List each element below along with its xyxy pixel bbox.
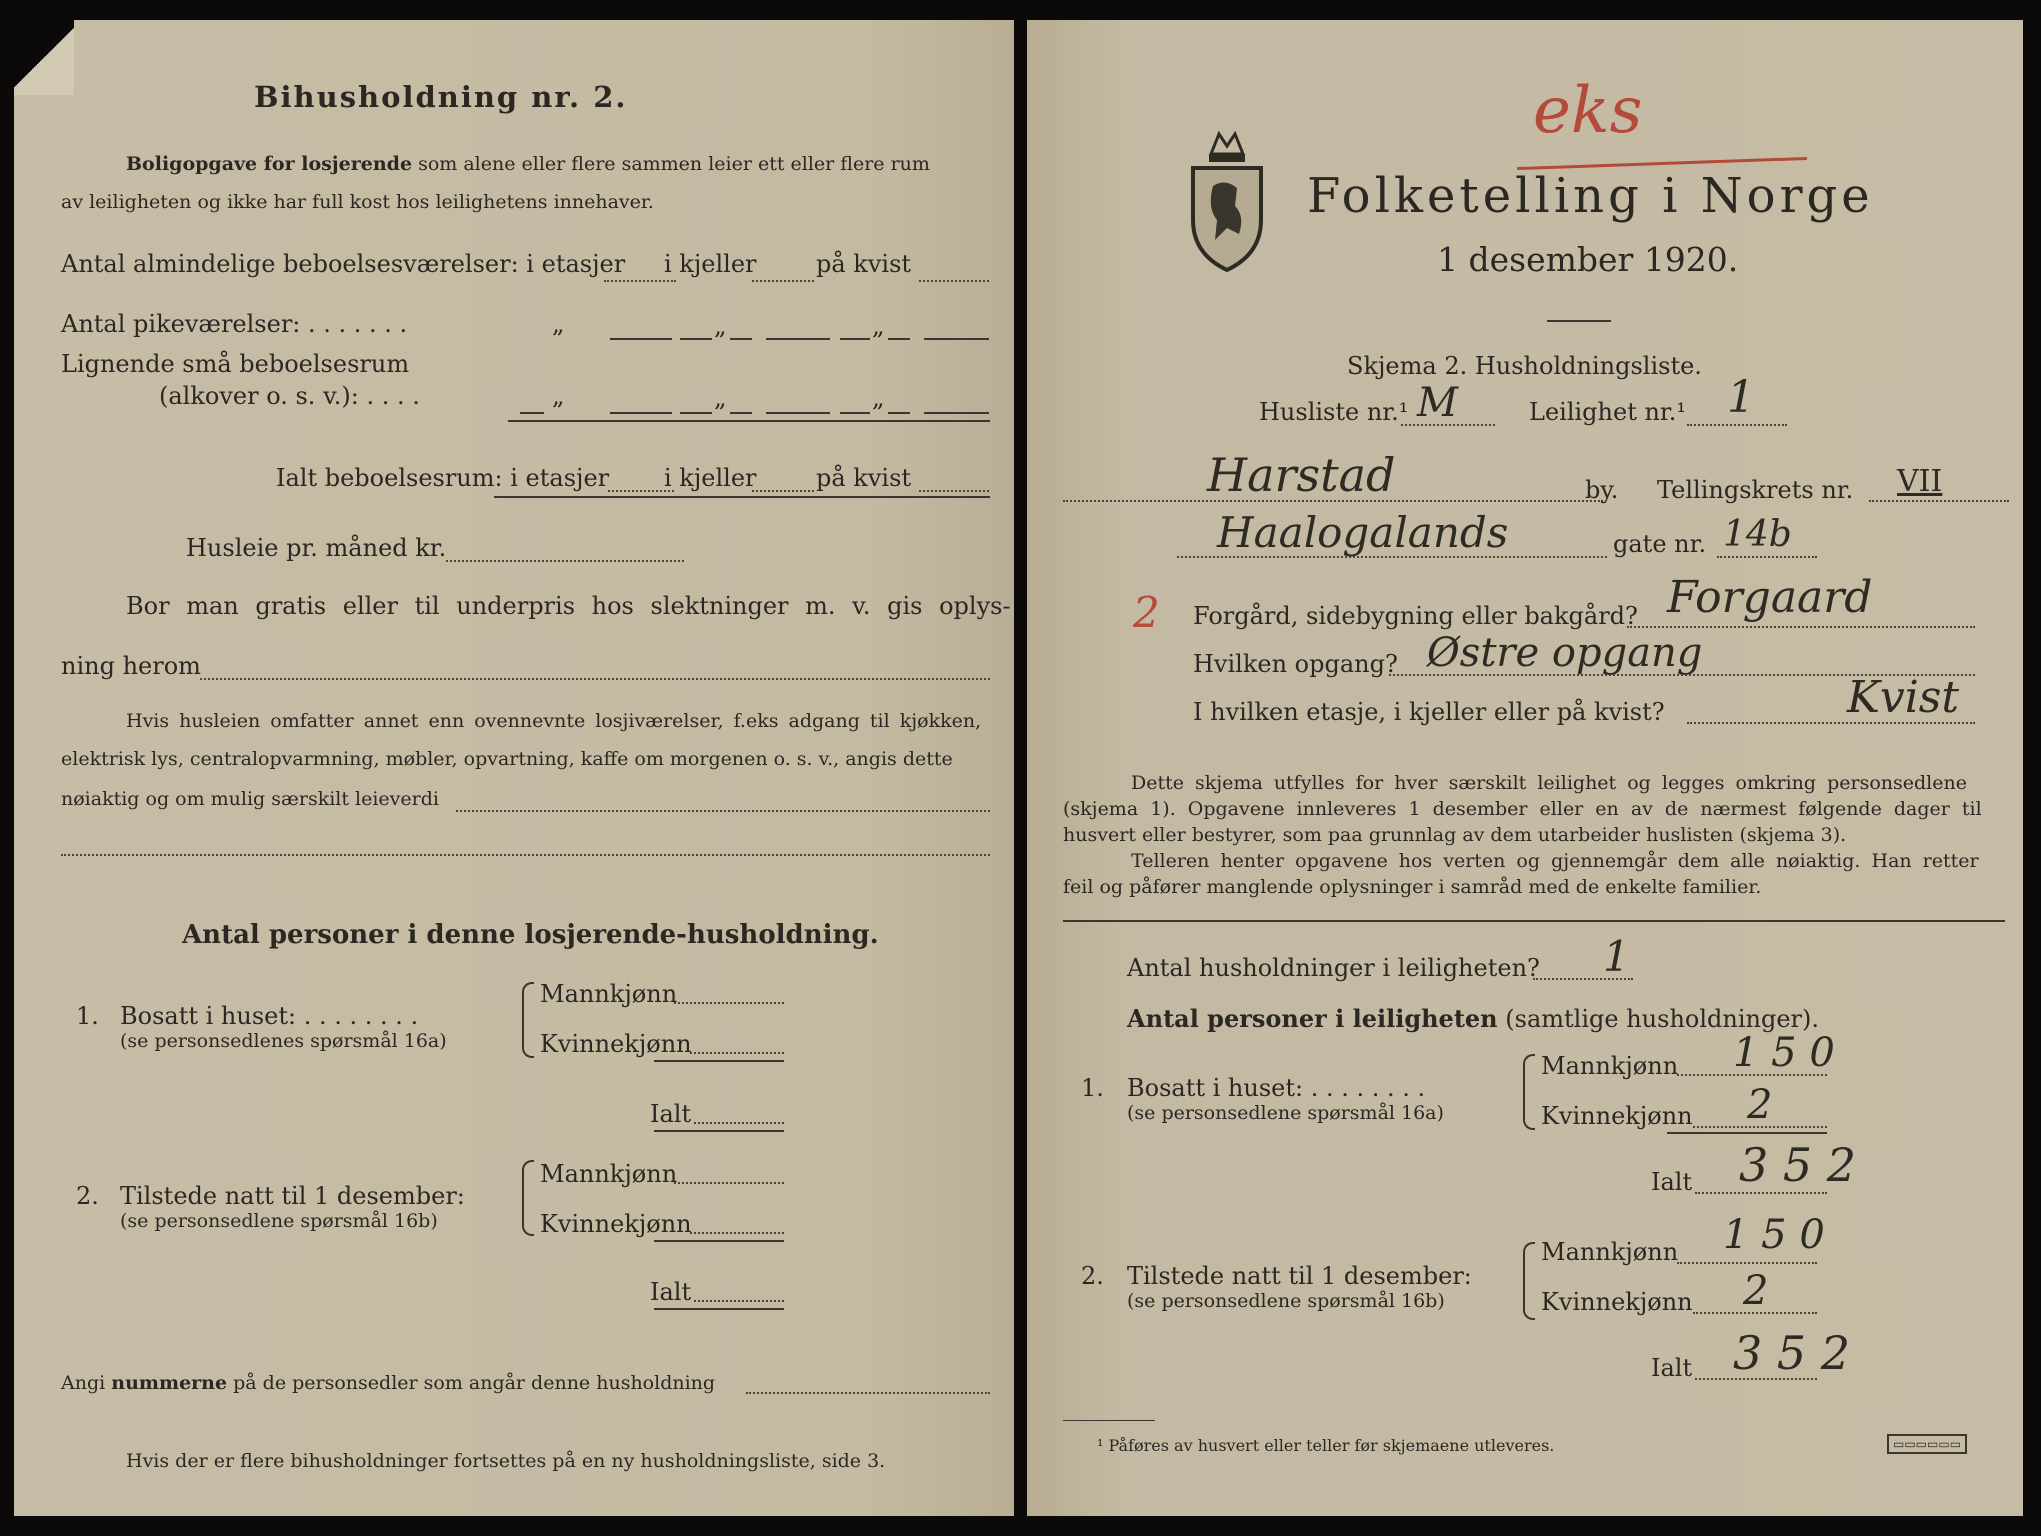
lignende-ditto-dash-4 [888,412,910,414]
right-q2-num: 2. [1081,1262,1104,1290]
leilighet-value: 1 [1727,372,1755,423]
left-q2-mann-field[interactable] [674,1182,784,1184]
lignende-sum-rule [508,420,990,422]
left-q2-kvinne-field[interactable] [690,1232,784,1234]
folded-corner [14,20,74,95]
angi-line: Angi nummerne på de personsedler som angår denne husholdning [61,1372,716,1394]
left-q2-kvinne-label: Kvinnekjønn [540,1210,692,1238]
lignende-label-1: Lignende små beboelsesrum [61,350,410,378]
ialt-rooms-label: Ialt beboelsesrum: i etasjer [276,464,610,492]
gate-label: gate nr. [1613,530,1707,558]
husliste-label: Husliste nr.¹ [1259,398,1409,426]
right-q2-kvinne-value: 2 [1743,1268,1769,1314]
intro-line-1: Boligopgave for losjerende som alene eller flere sammen leier ett eller flere rum [126,153,930,175]
left-q1-sum-rule [654,1060,784,1062]
hvis-field-1[interactable] [456,810,990,812]
gate-value: 14b [1723,514,1792,555]
rooms-kjeller-label: i kjeller [664,250,757,278]
pike-ditto-3: „ [872,312,885,340]
left-q1-label: Bosatt i huset: . . . . . . . . [120,1002,419,1030]
rooms-kvist-field[interactable] [919,280,989,282]
gate-field[interactable] [1717,556,1817,558]
pike-label: Antal pikeværelser: . . . . . . . [61,310,408,338]
forgard-value: Forgaard [1667,572,1873,623]
etasje-field[interactable] [1687,722,1975,724]
right-q2-ialt-label: Ialt [1651,1354,1693,1382]
red-mark: 2 [1133,588,1160,637]
instr-line-1: Dette skjema utfylles for hver særskilt leilighet og legges omkring personsedlene [1131,772,1967,794]
left-q1-ialt-field[interactable] [694,1122,784,1124]
instr-line-2: (skjema 1). Opgavene innleveres 1 desember eller en av de nærmest følgende dager til [1063,798,1982,820]
left-q1-mann-field[interactable] [674,1002,784,1004]
pike-ditto-dash-2 [730,338,752,340]
pike-etasjer-field[interactable] [610,338,672,340]
ialt-kjeller-field[interactable] [752,490,814,492]
opgang-label: Hvilken opgang? [1193,650,1398,678]
right-date: 1 desember 1920. [1437,240,1739,279]
left-q1-mann-label: Mannkjønn [540,980,678,1008]
tellingskrets-value: VII [1897,464,1943,499]
left-page [14,20,1014,1516]
hvis-field-2[interactable] [61,854,990,856]
left-footer: Hvis der er flere bihusholdninger fortsettes på en ny husholdningsliste, side 3. [126,1450,886,1472]
right-q1-ialt-field[interactable] [1695,1192,1827,1194]
tellingskrets-label: Tellingskrets nr. [1657,476,1854,504]
left-q1-brace [522,982,534,1058]
printer-stamp: ▭▭▭▭▭▭ [1887,1434,1967,1454]
leilighet-field[interactable] [1687,424,1787,426]
lignende-kvist-field[interactable] [924,412,989,414]
pike-ditto-1: „ [552,310,565,338]
coat-of-arms-icon [1185,124,1269,274]
opgang-value: Østre opgang [1427,630,1703,676]
right-q2-brace [1523,1242,1535,1320]
leilighet-label: Leilighet nr.¹ [1529,398,1687,426]
hvis-line-2: elektrisk lys, centralopvarmning, møbler, opvartning, kaffe om morgenen o. s. v., angis dette [61,748,953,770]
by-label: by. [1585,476,1619,504]
ialt-kvist-field[interactable] [919,490,989,492]
left-q2-ialt-field[interactable] [694,1300,784,1302]
pike-ditto-2: „ [714,312,727,340]
husleie-label: Husleie pr. måned kr. [186,534,447,562]
rooms-kvist-label: på kvist [816,250,912,278]
rooms-kjeller-field[interactable] [752,280,814,282]
lignende-ditto-dash-3 [840,412,870,414]
handwritten-eks: eks [1533,74,1643,148]
street-value: Haalogalands [1217,508,1509,557]
left-q2-label: Tilstede natt til 1 desember: [120,1182,465,1210]
left-q2-sub: (se personsedlene spørsmål 16b) [120,1210,438,1232]
left-q1-ialt-rule [654,1130,784,1132]
antal-hush-label: Antal husholdninger i leiligheten? [1127,954,1540,982]
left-q2-ialt-rule [654,1308,784,1310]
title-rule [1547,320,1611,322]
antal-hush-field[interactable] [1533,978,1633,980]
left-q1-sub: (se personsedlenes spørsmål 16a) [120,1030,447,1052]
forgard-label: Forgård, sidebygning eller bakgård? [1193,602,1638,630]
right-q2-ialt-field[interactable] [1695,1378,1817,1380]
instr-rule [1063,920,2005,922]
left-title: Bihusholdning nr. 2. [254,80,628,114]
skjema-label: Skjema 2. Husholdningsliste. [1347,352,1702,380]
instr-line-5: feil og påfører manglende oplysninger i samråd med de enkelte familier. [1063,876,1762,898]
bor-line-2: ning herom [61,652,201,680]
left-q2-sum-rule [654,1240,784,1242]
right-q1-mann-field[interactable] [1677,1074,1827,1076]
left-q2-ialt-label: Ialt [650,1278,692,1306]
lignende-kjeller-field[interactable] [766,412,830,414]
footnote: ¹ Påføres av husvert eller teller før skjemaene utleveres. [1097,1436,1555,1455]
right-q1-num: 1. [1081,1074,1104,1102]
right-q1-ialt-value: 3 5 2 [1739,1138,1857,1192]
footnote-rule [1063,1420,1155,1421]
rooms-etasjer-field[interactable] [604,280,676,282]
street-field[interactable] [1177,556,1607,558]
right-q2-kvinne-field[interactable] [1693,1312,1817,1314]
right-q2-mann-value: 1 5 0 [1723,1212,1825,1258]
right-q1-ialt-label: Ialt [1651,1168,1693,1196]
city-field[interactable] [1063,500,1603,502]
rooms-label: Antal almindelige beboelsesværelser: i etasjer [61,250,626,278]
left-q2-mann-label: Mannkjønn [540,1160,678,1188]
lignende-label-2: (alkover o. s. v.): . . . . [159,382,420,410]
ialt-kjeller-label: i kjeller [664,464,757,492]
right-q1-mann-label: Mannkjønn [1541,1052,1679,1080]
pike-ditto-dash-3 [840,338,870,340]
city-value: Harstad [1207,448,1396,502]
hvis-line-1: Hvis husleien omfatter annet enn ovennevnte losjiværelser, f.eks adgang til kjøkken, [126,710,982,732]
left-q1-kvinne-field[interactable] [690,1052,784,1054]
pike-ditto-dash-4 [888,338,910,340]
bor-line-1: Bor man gratis eller til underpris hos slektninger m. v. gis oplys- [126,592,1011,620]
husliste-value: M [1417,380,1458,426]
tellingskrets-field[interactable] [1869,500,2009,502]
right-q2-kvinne-label: Kvinnekjønn [1541,1288,1693,1316]
right-q1-brace [1523,1054,1535,1130]
right-q1-label: Bosatt i huset: . . . . . . . . [1127,1074,1426,1102]
right-q2-mann-label: Mannkjønn [1541,1238,1679,1266]
antal-pers-line: Antal personer i leiligheten (samtlige husholdninger). [1127,1004,1820,1033]
forgard-field[interactable] [1627,626,1975,628]
lignende-ditto-dash-0 [520,412,544,414]
etasje-value: Kvist [1847,672,1960,723]
right-q1-sub: (se personsedlene spørsmål 16a) [1127,1102,1444,1124]
right-q1-mann-value: 1 5 0 [1733,1030,1835,1076]
etasje-label: I hvilken etasje, i kjeller eller på kvist? [1193,698,1665,726]
lignende-ditto-1: „ [552,382,565,410]
hvis-line-3: nøiaktig og om mulig særskilt leieverdi [61,788,439,810]
pike-ditto-dash-1 [680,338,712,340]
right-q1-kvinne-value: 2 [1747,1082,1773,1128]
instr-line-3: husvert eller bestyrer, som paa grunnlag av dem utarbeider huslisten (skjema 3). [1063,824,1847,846]
pike-kjeller-field[interactable] [766,338,830,340]
left-q1-kvinne-label: Kvinnekjønn [540,1030,692,1058]
intro-line-2: av leiligheten og ikke har full kost hos leilighetens innehaver. [61,191,654,213]
husliste-field[interactable] [1401,424,1495,426]
antal-hush-value: 1 [1603,932,1630,981]
husleie-field[interactable] [446,560,684,562]
instr-line-4: Telleren henter opgavene hos verten og gjennemgår dem alle nøiaktig. Han retter [1131,850,1979,872]
right-q1-sum-rule [1667,1132,1827,1134]
lignende-ditto-dash-1 [680,412,712,414]
pike-kvist-field[interactable] [924,338,989,340]
right-q2-label: Tilstede natt til 1 desember: [1127,1262,1472,1290]
right-title: Folketelling i Norge [1307,168,1874,224]
left-q2-num: 2. [76,1182,99,1210]
lignende-ditto-dash-2 [730,412,752,414]
right-q1-kvinne-field[interactable] [1693,1126,1827,1128]
angi-field[interactable] [746,1392,990,1394]
right-q2-sub: (se personsedlene spørsmål 16b) [1127,1290,1445,1312]
right-q1-kvinne-label: Kvinnekjønn [1541,1102,1693,1130]
left-q1-ialt-label: Ialt [650,1100,692,1128]
right-page [1027,20,2023,1516]
right-q2-mann-field[interactable] [1677,1262,1817,1264]
left-antal-heading: Antal personer i denne losjerende-husholdning. [182,920,879,950]
ialt-kvist-label: på kvist [816,464,912,492]
right-q2-ialt-value: 3 5 2 [1733,1326,1851,1380]
left-q2-brace [522,1160,534,1236]
left-q1-num: 1. [76,1002,99,1030]
ialt-rule [494,496,990,498]
bor-field[interactable] [200,678,990,680]
lignende-ditto-3: „ [872,384,885,412]
lignende-ditto-2: „ [714,384,727,412]
lignende-etasjer-field[interactable] [610,412,672,414]
